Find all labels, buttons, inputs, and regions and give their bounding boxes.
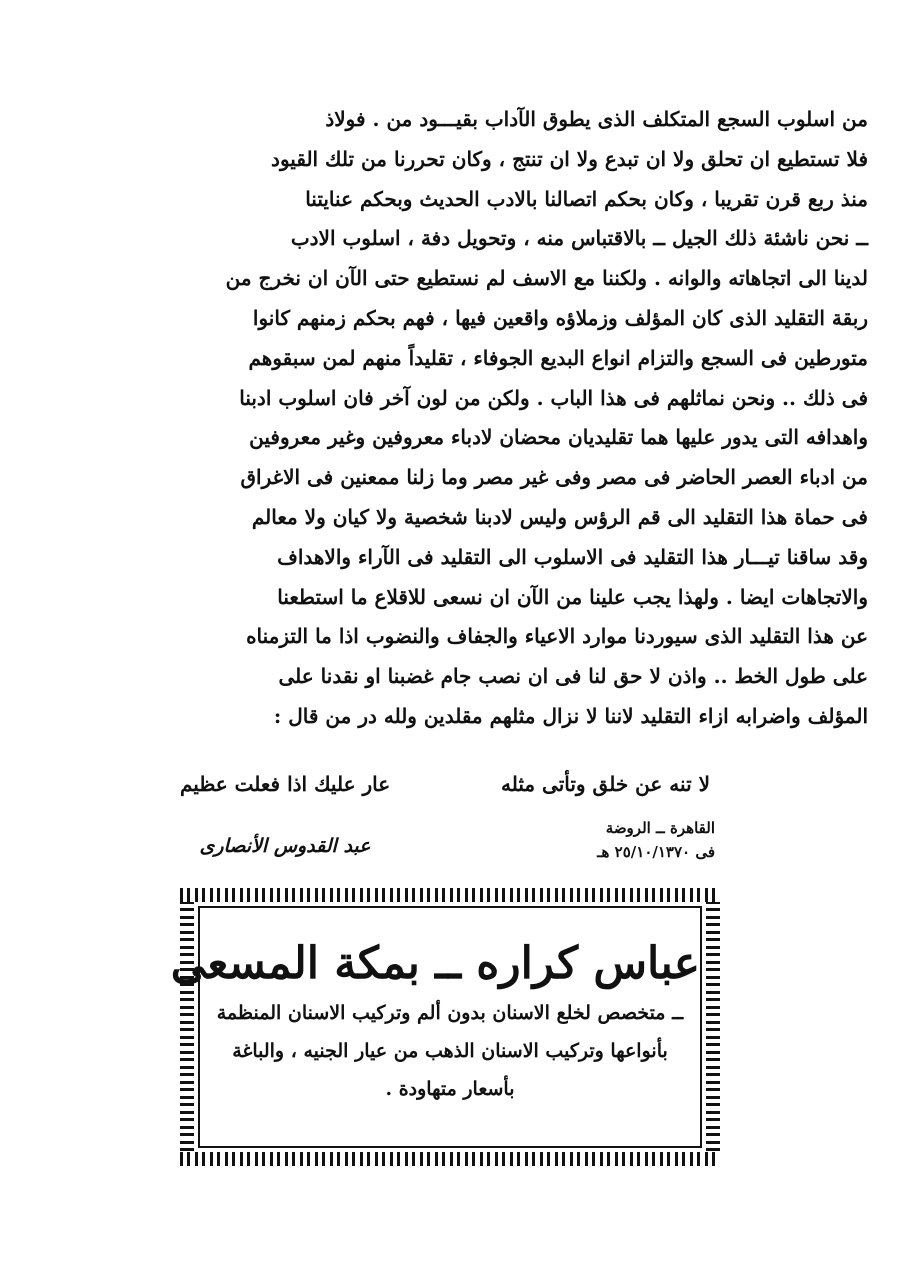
article-line: ــ نحن ناشئة ذلك الجيل ــ بالاقتباس منه ، وتحويل دفة ، اسلوب الادب xyxy=(290,226,868,251)
advertisement-line: بأسعار متهاودة . xyxy=(385,1078,515,1100)
article-line: ربقة التقليد الذى كان المؤلف وزملاؤه واقعين فيها ، فهم بحكم زمنهم كانوا xyxy=(252,305,868,330)
verse-second-hemistich: عار عليك اذا فعلت عظيم xyxy=(180,772,391,796)
article-line: لدينا الى اتجاهاته والوانه . ولكننا مع الاسف لم نستطيع حتى الآن ان نخرج من xyxy=(225,266,868,291)
article-line: والاتجاهات ايضا . ولهذا يجب علينا من الآن ان نسعى للاقلاع ما استطعنا xyxy=(277,584,868,609)
article-line: من ادباء العصر الحاضر فى مصر وفى غير مصر وما زلنا ممعنين فى الاغراق xyxy=(240,465,868,490)
author-signature: عبد القدوس الأنصارى xyxy=(199,835,371,857)
article-line: عن هذا التقليد الذى سيوردنا موارد الاعياء والجفاف والنضوب اذا ما التزمناه xyxy=(246,624,868,649)
dateline-place: القاهرة ــ الروضة xyxy=(605,819,715,837)
article-line: المؤلف واضرابه ازاء التقليد لاننا لا نزال مثلهم مقلدين ولله در من قال : xyxy=(273,703,868,728)
advertisement-line: بأنواعها وتركيب الاسنان الذهب من عيار الجنيه ، والباغة xyxy=(232,1040,668,1062)
article-line: على طول الخط .. واذن لا حق لنا فى ان نصب جام غضبنا او نقدنا على xyxy=(278,664,868,689)
dateline-date: فى ٢٥/١٠/١٣٧٠ هـ xyxy=(597,843,715,861)
article-line: فى ذلك .. ونحن نماثلهم فى هذا الباب . ولكن من لون آخر فان اسلوب ادبنا xyxy=(239,385,868,410)
article-line: فى حماة هذا التقليد الى قم الرؤس وليس لادبنا شخصية ولا كيان ولا معالم xyxy=(251,504,868,529)
article-line: من اسلوب السجع المتكلف الذى يطوق الآداب بقيـــود من . فولاذ xyxy=(325,107,868,131)
article-line: متورطين فى السجع والتزام انواع البديع الجوفاء ، تقليداً منهم لمن سبقوهم xyxy=(248,345,868,370)
article-line: وقد ساقنا تيـــار هذا التقليد فى الاسلوب الى التقليد فى الآراء والاهداف xyxy=(277,544,868,569)
advertisement-box xyxy=(170,888,720,1166)
article-line: منذ ربع قرن تقريبا ، وكان بحكم اتصالنا بالادب الحديث وبحكم عنايتنا xyxy=(305,186,868,211)
dateline xyxy=(555,816,715,864)
article-line: واهدافه التى يدور عليها هما تقليديان محضان لادباء معروفين وغير معروفين xyxy=(249,425,868,450)
verse-first-hemistich: لا تنه عن خلق وتأتى مثله xyxy=(500,772,710,796)
article-body xyxy=(150,100,868,737)
advertisement-line: ــ متخصص لخلع الاسنان بدون ألم وتركيب الاسنان المنظمة xyxy=(216,1002,684,1024)
advertisement-title: عباس كراره ــ بمكة المسعى xyxy=(170,938,700,989)
poetry-verse xyxy=(180,772,710,796)
article-line: فلا تستطيع ان تحلق ولا ان تبدع ولا ان تنتج ، وكان تحررنا من تلك القيود xyxy=(271,146,868,171)
advertisement-inner-frame xyxy=(170,906,702,1148)
